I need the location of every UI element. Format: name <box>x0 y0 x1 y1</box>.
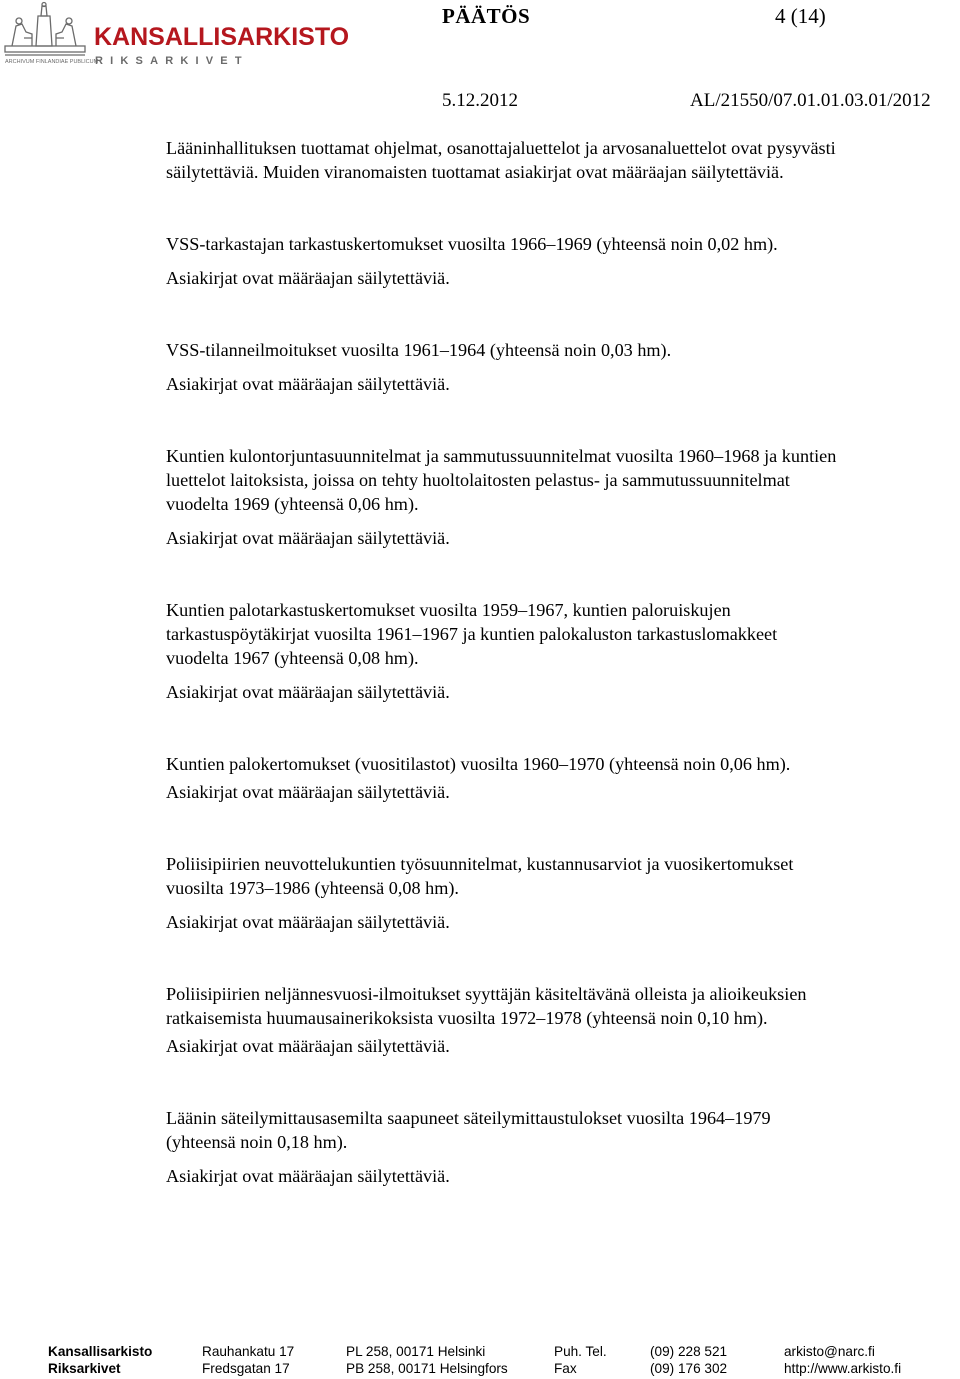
retention-note: Asiakirjat ovat määräajan säilytettäviä. <box>166 782 450 802</box>
footer-email[interactable]: arkisto@narc.fi <box>784 1344 875 1359</box>
section <box>166 1106 956 1188</box>
footer-row <box>48 1343 960 1360</box>
section <box>166 338 956 396</box>
footer-street: Fredsgatan 17 <box>202 1361 290 1376</box>
retention-note: Asiakirjat ovat määräajan säilytettäviä. <box>166 528 450 548</box>
section <box>166 598 956 704</box>
section-text: Poliisipiirien neljännesvuosi-ilmoitukset syyttäjän käsiteltävänä olleista ja alioikeuksien ratkaisemista huumausainerikoksista vuosilta 1972–1978 (yhteensä noin 0,10 hm). <box>166 984 807 1028</box>
section <box>166 852 956 934</box>
section <box>166 752 956 804</box>
page-number: 4 (14) <box>775 4 826 28</box>
retention-note: Asiakirjat ovat määräajan säilytettäviä. <box>166 682 450 702</box>
page-footer <box>48 1343 960 1377</box>
retention-note: Asiakirjat ovat määräajan säilytettäviä. <box>166 1166 450 1186</box>
footer-fax: (09) 176 302 <box>650 1361 728 1376</box>
retention-note: Asiakirjat ovat määräajan säilytettäviä. <box>166 1036 450 1056</box>
footer-phone: (09) 228 521 <box>650 1344 728 1359</box>
retention-note: Asiakirjat ovat määräajan säilytettäviä. <box>166 374 450 394</box>
document-body <box>166 136 956 1188</box>
footer-row <box>48 1360 960 1377</box>
logo-caption: ARCHIVUM FINLANDIAE PUBLICUM <box>5 59 99 65</box>
document-date: 5.12.2012 <box>442 90 518 111</box>
section-text: Kuntien kulontorjuntasuunnitelmat ja sammutussuunnitelmat vuosilta 1960–1968 ja kuntien luettelot laitoksista, joissa on tehty huoltolaitosten pelastus- ja sammutussuunnitelmat vuodelta 1969 (yhteensä 0,06 hm). <box>166 446 837 514</box>
document-type: PÄÄTÖS <box>442 4 531 28</box>
section-text: Kuntien palotarkastuskertomukset vuosilta 1959–1967, kuntien paloruiskujen tarkastuspöytäkirjat vuosilta 1961–1967 ja kuntien palokaluston tarkastuslomakkeet vuodelta 1967 (yhteensä 0,08 hm). <box>166 600 778 668</box>
section-text: Lääninhallituksen tuottamat ohjelmat, osanottajaluettelot ja arvosanaluettelot ovat pysyvästi säilytettäviä. Muiden viranomaisten tuottamat asiakirjat ovat määräajan säilytettäviä. <box>166 138 836 182</box>
footer-fax-label: Fax <box>554 1361 577 1376</box>
footer-street: Rauhankatu 17 <box>202 1344 295 1359</box>
section-text: Kuntien palokertomukset (vuositilastot) vuosilta 1960–1970 (yhteensä noin 0,06 hm). <box>166 754 791 774</box>
document-reference: AL/21550/07.01.01.03.01/2012 <box>690 90 931 111</box>
logo-subname: RIKSARKIVET <box>95 55 249 67</box>
retention-note: Asiakirjat ovat määräajan säilytettäviä. <box>166 912 450 932</box>
footer-org: Riksarkivet <box>48 1361 121 1376</box>
kansallisarkisto-logo <box>2 2 350 67</box>
section <box>166 982 956 1058</box>
footer-org: Kansallisarkisto <box>48 1344 153 1359</box>
footer-postbox: PB 258, 00171 Helsingfors <box>346 1361 508 1376</box>
footer-website-link[interactable]: http://www.arkisto.fi <box>784 1361 902 1376</box>
logo-name: KANSALLISARKISTO <box>94 23 350 51</box>
retention-note: Asiakirjat ovat määräajan säilytettäviä. <box>166 268 450 288</box>
archive-seal-icon <box>2 2 350 67</box>
footer-phone-label: Puh. Tel. <box>554 1344 607 1359</box>
section-text: VSS-tarkastajan tarkastuskertomukset vuosilta 1966–1969 (yhteensä noin 0,02 hm). <box>166 234 778 254</box>
section-text: Poliisipiirien neuvottelukuntien työsuunnitelmat, kustannusarviot ja vuosikertomukset vuosilta 1973–1986 (yhteensä 0,08 hm). <box>166 854 794 898</box>
section <box>166 136 956 184</box>
section <box>166 232 956 290</box>
section-text: Läänin säteilymittausasemilta saapuneet säteilymittaustulokset vuosilta 1964–1979 (yhteensä noin 0,18 hm). <box>166 1108 771 1152</box>
section-text: VSS-tilanneilmoitukset vuosilta 1961–1964 (yhteensä noin 0,03 hm). <box>166 340 672 360</box>
section <box>166 444 956 550</box>
footer-postbox: PL 258, 00171 Helsinki <box>346 1344 486 1359</box>
